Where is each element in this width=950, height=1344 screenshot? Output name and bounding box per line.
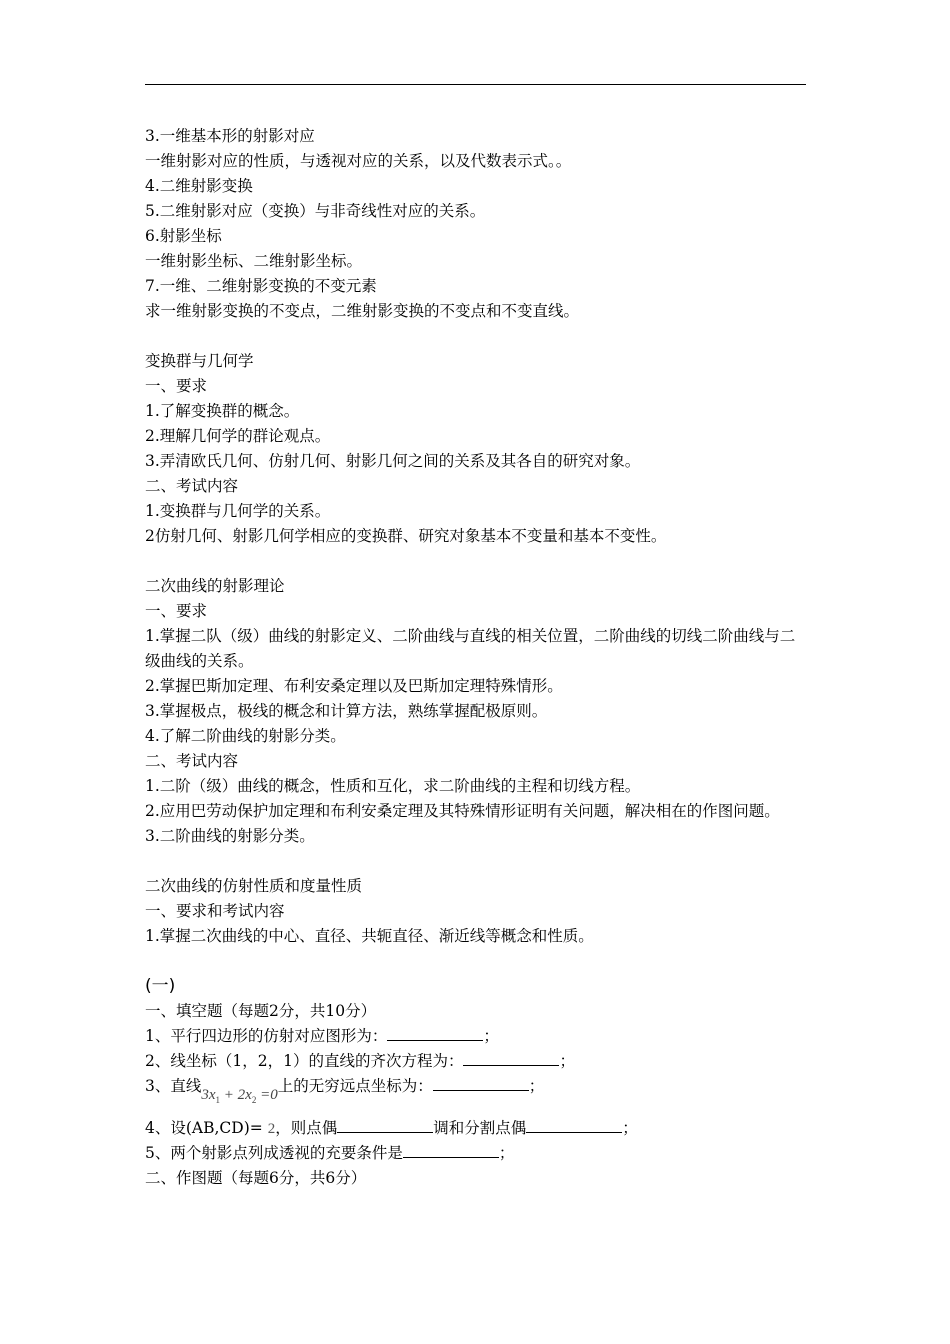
text-paragraph: 1.掌握二队（级）曲线的射影定义、二阶曲线与直线的相关位置，二阶曲线的切线二阶曲线与二级曲线的关系。 [145, 627, 796, 670]
question-4: 4、设(AB,CD)= 2，则点偶 调和分割点偶 ； [145, 1119, 638, 1137]
exam-section [145, 974, 810, 1191]
section-title: 变换群与几何学 [145, 352, 254, 370]
question-5: 5、两个射影点列成透视的充要条件是 ； [145, 1144, 515, 1162]
text-line: 二、考试内容 [145, 752, 239, 770]
text-line: 1.了解变换群的概念。 [145, 402, 300, 420]
text-line: 2仿射几何、射影几何学相应的变换群、研究对象基本不变量和基本不变性。 [145, 527, 667, 545]
section-conic-affine [145, 874, 810, 949]
text-line: 3.二阶曲线的射影分类。 [145, 827, 315, 845]
text-line: 2.理解几何学的群论观点。 [145, 427, 331, 445]
text-line: 1.二阶（级）曲线的概念，性质和互化，求二阶曲线的主程和切线方程。 [145, 777, 641, 795]
section-title: 二次曲线的仿射性质和度量性质 [145, 877, 363, 895]
text-line: 一维射影对应的性质，与透视对应的关系，以及代数表示式。。 [145, 152, 572, 170]
question-2: 2、线坐标（1，2，1）的直线的齐次方程为： ； [145, 1052, 575, 1070]
text-line: 3.一维基本形的射影对应 [145, 127, 315, 145]
part-title: 一、填空题（每题2分，共10分） [145, 1002, 377, 1020]
text-line: 二、考试内容 [145, 477, 239, 495]
text-line: 5.二维射影对应（变换）与非奇线性对应的关系。 [145, 202, 486, 220]
question-1: 1、平行四边形的仿射对应图形为： ； [145, 1027, 499, 1045]
document-body [145, 124, 810, 1191]
question-text: 1、平行四边形的仿射对应图形为： [145, 1027, 388, 1045]
answer-blank[interactable] [403, 1143, 499, 1158]
text-line: 求一维射影变换的不变点，二维射影变换的不变点和不变直线。 [145, 302, 580, 320]
text-line: 一维射影坐标、二维射影坐标。 [145, 252, 363, 270]
text-line: 一、要求 [145, 377, 208, 395]
question-text: ，则点偶 [275, 1119, 338, 1137]
text-line: 4.二维射影变换 [145, 177, 253, 195]
text-line: 一、要求和考试内容 [145, 902, 285, 920]
answer-blank[interactable] [433, 1076, 529, 1091]
question-text: 5、两个射影点列成透视的充要条件是 [145, 1144, 403, 1162]
text-line: 1.掌握二次曲线的中心、直径、共轭直径、渐近线等概念和性质。 [145, 927, 594, 945]
equation: $3x_1 + 2x_2 =0$ [201, 1087, 278, 1105]
answer-blank[interactable] [526, 1118, 622, 1133]
question-text: 2、线坐标（1，2，1）的直线的齐次方程为： [145, 1052, 464, 1070]
answer-blank[interactable] [387, 1026, 483, 1041]
section-projective-correspondence [145, 124, 810, 324]
text-line: 6.射影坐标 [145, 227, 222, 245]
exam-heading: (一) [145, 976, 176, 996]
question-3: 3、直线$3x_1 + 2x_2 =0$上的无穷远点坐标为： ； [145, 1077, 545, 1105]
text-line: 1.变换群与几何学的关系。 [145, 502, 331, 520]
question-text: 3、直线 [145, 1077, 202, 1095]
answer-blank[interactable] [463, 1051, 559, 1066]
section-transformation-groups [145, 349, 810, 549]
text-line: 4.了解二阶曲线的射影分类。 [145, 727, 346, 745]
section-title: 二次曲线的射影理论 [145, 577, 285, 595]
answer-blank[interactable] [337, 1118, 433, 1133]
header-rule [145, 84, 806, 85]
text-line: 3.弄清欧氏几何、仿射几何、射影几何之间的关系及其各自的研究对象。 [145, 452, 641, 470]
question-text: 上的无穷远点坐标为： [277, 1077, 433, 1095]
text-line: 一、要求 [145, 602, 208, 620]
text-paragraph: 2.应用巴劳动保护加定理和布利安桑定理及其特殊情形证明有关问题，解决相在的作图问题。 [145, 802, 780, 820]
question-text: 4、设(AB,CD)= [145, 1119, 263, 1137]
section-conic-projective [145, 574, 810, 849]
part-title: 二、作图题（每题6分，共6分） [145, 1169, 367, 1187]
cross-ratio-value: 2 [267, 1121, 276, 1137]
text-line: 2.掌握巴斯加定理、布利安桑定理以及巴斯加定理特殊情形。 [145, 677, 563, 695]
text-line: 3.掌握极点，极线的概念和计算方法，熟练掌握配极原则。 [145, 702, 548, 720]
question-text: 调和分割点偶 [433, 1119, 527, 1137]
text-line: 7.一维、二维射影变换的不变元素 [145, 277, 377, 295]
